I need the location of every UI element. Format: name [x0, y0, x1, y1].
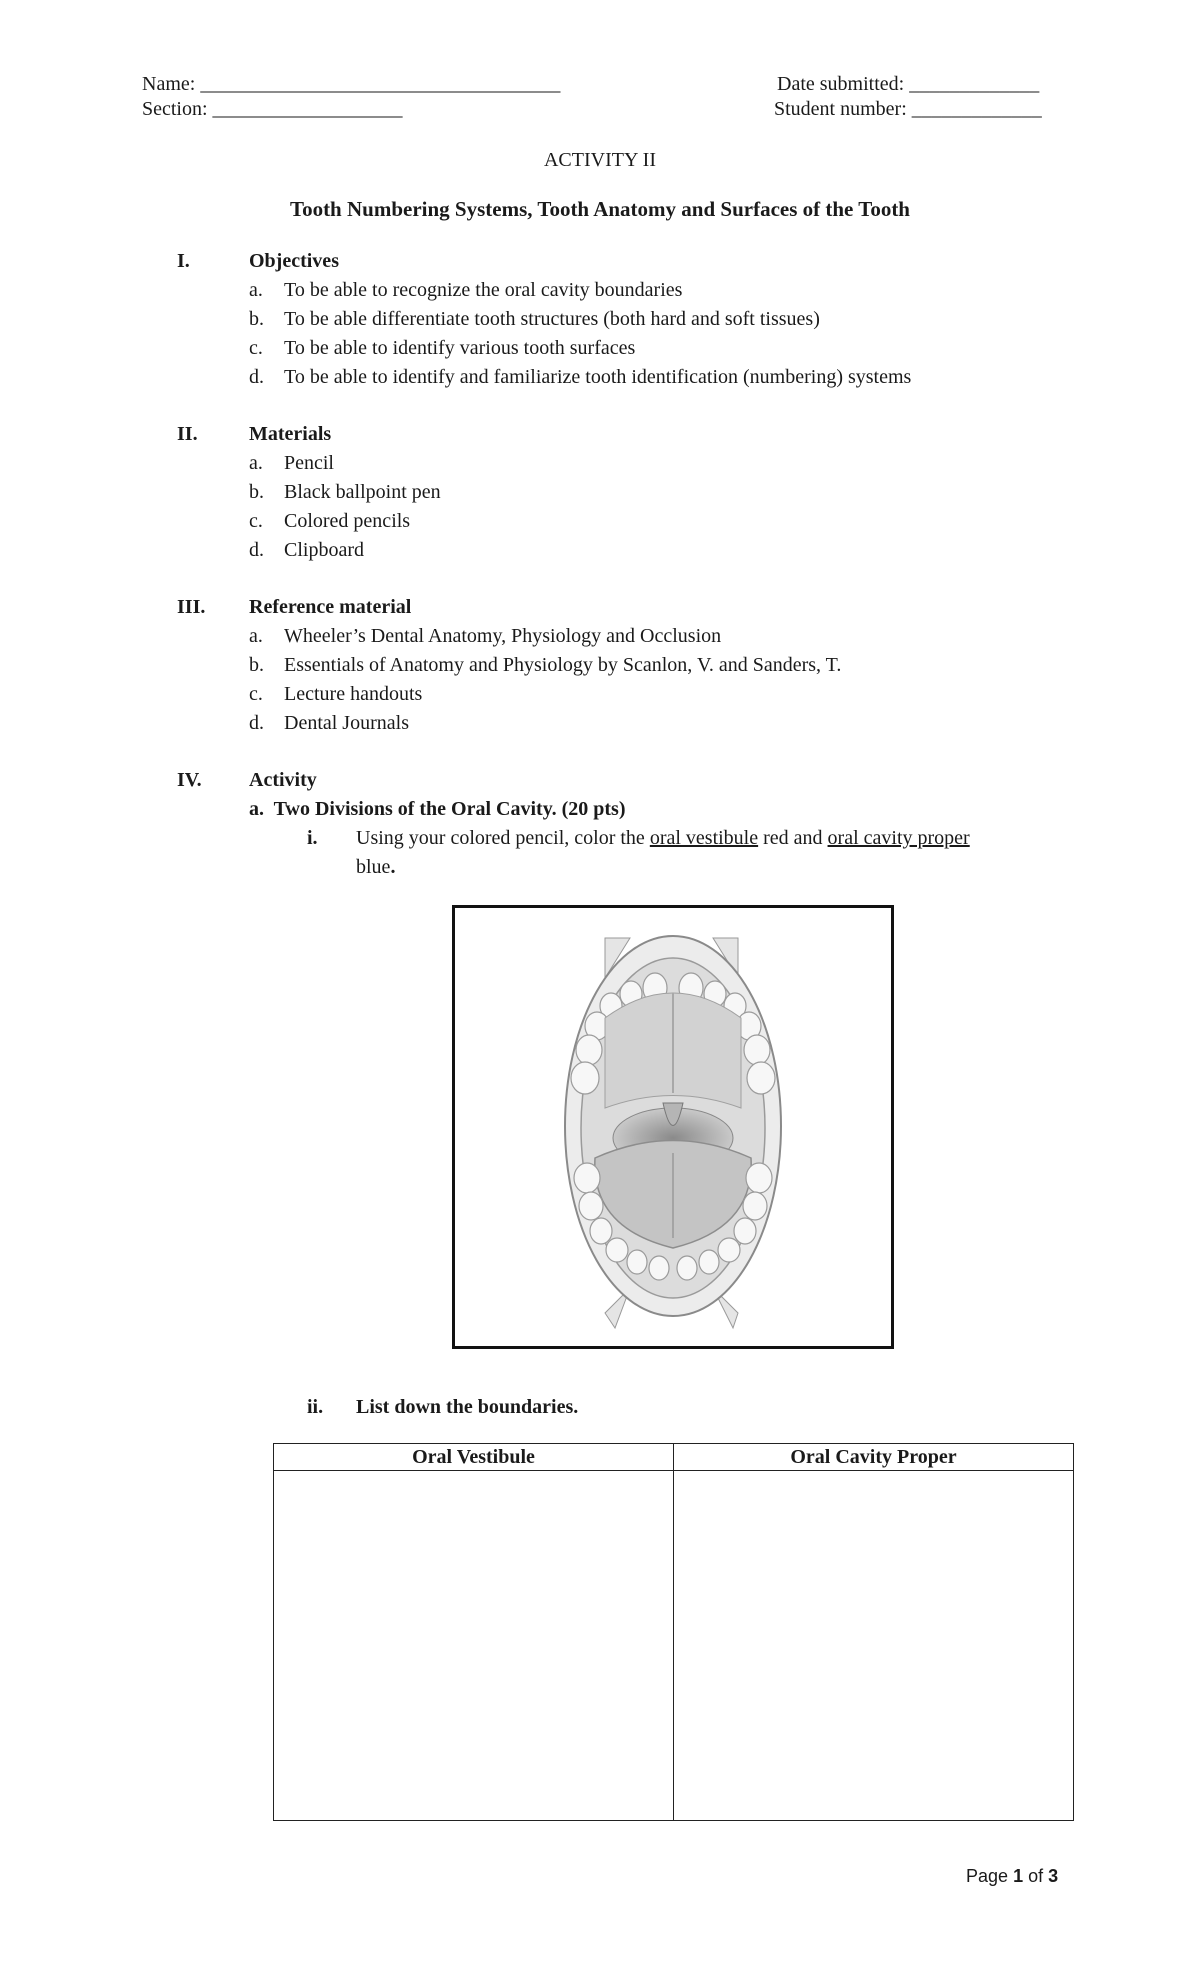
instruction-text: red and — [758, 827, 828, 849]
list-item: Clipboard — [284, 539, 364, 561]
list-item-letter: a. — [249, 279, 263, 301]
oral-cavity-proper-term: oral cavity proper — [827, 827, 970, 849]
name-field[interactable] — [142, 72, 560, 96]
list-item: To be able to recognize the oral cavity boundaries — [284, 279, 683, 301]
total-pages: 3 — [1048, 1866, 1059, 1886]
list-item: Black ballpoint pen — [284, 481, 441, 503]
list-item-letter: c. — [249, 337, 263, 359]
table-row — [274, 1471, 1074, 1821]
name-label: Name: — [142, 73, 196, 95]
step-ii-instruction: List down the boundaries. — [356, 1396, 579, 1418]
step-i-instruction — [356, 826, 970, 850]
step-ii-number: ii. — [307, 1396, 324, 1418]
page-word: Page — [966, 1866, 1009, 1886]
list-item: Dental Journals — [284, 712, 409, 734]
date-label: Date submitted: — [777, 73, 905, 95]
date-submitted-field[interactable] — [777, 72, 1039, 96]
list-item-letter: c. — [249, 510, 263, 532]
oral-cavity-figure[interactable] — [452, 905, 894, 1349]
section-field[interactable] — [142, 97, 403, 121]
date-blank[interactable]: _____________ — [909, 73, 1040, 95]
list-item-letter: c. — [249, 683, 263, 705]
list-item-letter: d. — [249, 366, 264, 388]
instruction-text: Using your colored pencil, color the — [356, 827, 650, 849]
reference-numeral: III. — [177, 596, 206, 618]
list-item: To be able differentiate tooth structures (both hard and soft tissues) — [284, 308, 820, 330]
student-blank[interactable]: _____________ — [911, 98, 1042, 120]
list-item-letter: d. — [249, 539, 264, 561]
list-item-letter: a. — [249, 625, 263, 647]
step-i-number: i. — [307, 827, 318, 849]
instruction-period: . — [390, 856, 396, 878]
materials-numeral: II. — [177, 423, 198, 445]
objectives-numeral: I. — [177, 250, 190, 272]
table-header-row — [274, 1444, 1074, 1471]
open-mouth-illustration — [455, 908, 891, 1346]
list-item: Pencil — [284, 452, 334, 474]
step-i-instruction-line2 — [356, 855, 395, 879]
oral-cavity-proper-answer-cell[interactable] — [674, 1471, 1074, 1821]
activity-subheading-a: a. Two Divisions of the Oral Cavity. (20 pts) — [249, 798, 626, 820]
oral-vestibule-term: oral vestibule — [649, 827, 759, 849]
page-title: Tooth Numbering Systems, Tooth Anatomy and Surfaces of the Tooth — [289, 197, 910, 221]
list-item: To be able to identify various tooth surfaces — [284, 337, 636, 359]
list-item-letter: a. — [249, 452, 263, 474]
list-item: To be able to identify and familiarize tooth identification (numbering) systems — [284, 366, 912, 388]
reference-heading: Reference material — [249, 596, 412, 618]
list-item: Colored pencils — [284, 510, 411, 532]
oral-vestibule-answer-cell[interactable] — [274, 1471, 674, 1821]
objectives-heading: Objectives — [249, 250, 339, 272]
student-number-field[interactable] — [774, 97, 1042, 121]
list-item-letter: b. — [249, 481, 264, 503]
oral-vestibule-header: Oral Vestibule — [274, 1444, 674, 1471]
of-word: of — [1028, 1866, 1044, 1886]
activity-heading: Activity — [249, 769, 317, 791]
oral-cavity-proper-header: Oral Cavity Proper — [674, 1444, 1074, 1471]
activity-label: ACTIVITY II — [543, 149, 656, 171]
student-label: Student number: — [774, 98, 907, 120]
current-page: 1 — [1013, 1866, 1024, 1886]
section-blank[interactable]: ___________________ — [212, 98, 403, 120]
materials-heading: Materials — [249, 423, 332, 445]
list-item-letter: d. — [249, 712, 264, 734]
activity-numeral: IV. — [177, 769, 202, 791]
page-number — [966, 1866, 1058, 1887]
instruction-text: blue — [356, 856, 391, 878]
section-label: Section: — [142, 98, 208, 120]
list-item: Essentials of Anatomy and Physiology by Scanlon, V. and Sanders, T. — [284, 654, 842, 676]
boundaries-table — [273, 1443, 1074, 1821]
list-item: Lecture handouts — [284, 683, 423, 705]
list-item-letter: b. — [249, 654, 264, 676]
name-blank[interactable]: ____________________________________ — [200, 73, 561, 95]
list-item-letter: b. — [249, 308, 264, 330]
list-item: Wheeler’s Dental Anatomy, Physiology and Occlusion — [284, 625, 722, 647]
